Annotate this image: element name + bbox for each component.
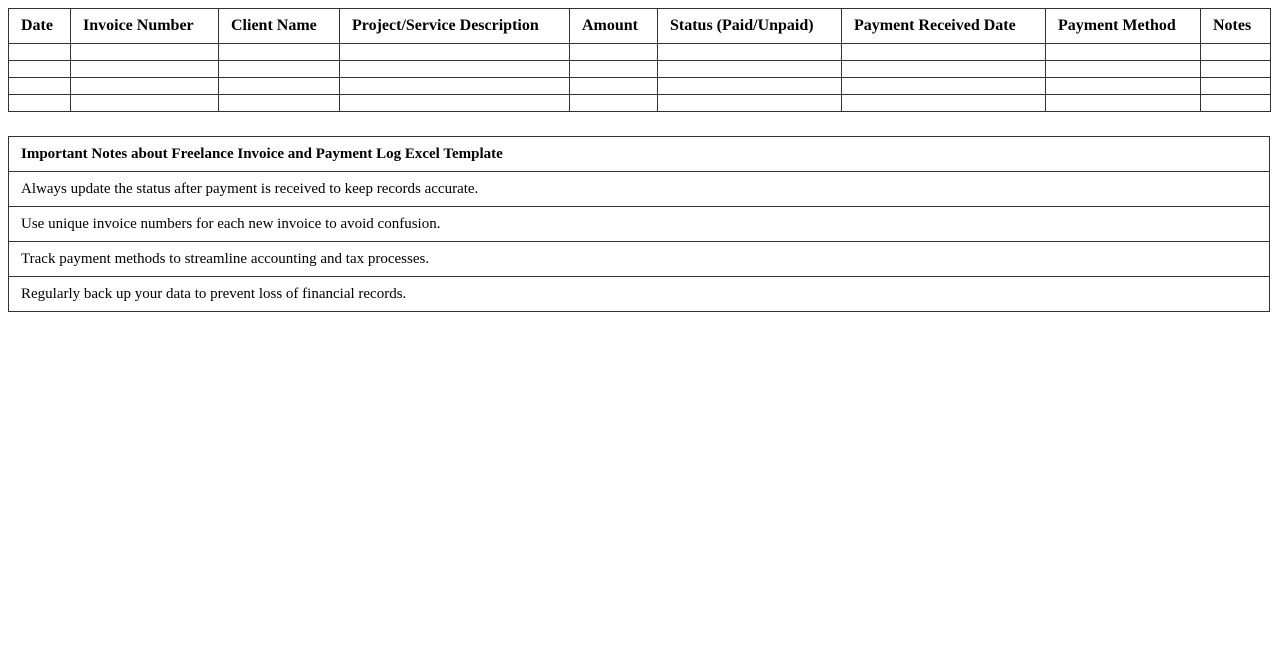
- table-cell[interactable]: [842, 44, 1046, 61]
- table-cell[interactable]: [570, 61, 658, 78]
- table-cell[interactable]: [219, 78, 340, 95]
- table-cell[interactable]: [9, 95, 71, 112]
- table-cell[interactable]: [71, 44, 219, 61]
- column-header-amount: Amount: [570, 9, 658, 44]
- column-header-payment-method: Payment Method: [1046, 9, 1201, 44]
- table-cell[interactable]: [842, 78, 1046, 95]
- note-item: Track payment methods to streamline accounting and tax processes.: [9, 242, 1270, 277]
- table-cell[interactable]: [658, 78, 842, 95]
- table-cell[interactable]: [219, 44, 340, 61]
- note-row: [9, 277, 1270, 312]
- table-cell[interactable]: [9, 78, 71, 95]
- table-cell[interactable]: [71, 78, 219, 95]
- column-header-notes: Notes: [1201, 9, 1271, 44]
- table-cell[interactable]: [658, 61, 842, 78]
- table-cell[interactable]: [842, 61, 1046, 78]
- column-header-invoice-number: Invoice Number: [71, 9, 219, 44]
- table-cell[interactable]: [340, 44, 570, 61]
- table-cell[interactable]: [1046, 78, 1201, 95]
- table-cell[interactable]: [1201, 78, 1271, 95]
- table-cell[interactable]: [570, 78, 658, 95]
- table-cell[interactable]: [842, 95, 1046, 112]
- table-cell[interactable]: [658, 44, 842, 61]
- table-row: [9, 95, 1271, 112]
- table-cell[interactable]: [9, 44, 71, 61]
- note-item: Regularly back up your data to prevent loss of financial records.: [9, 277, 1270, 312]
- note-item: Use unique invoice numbers for each new invoice to avoid confusion.: [9, 207, 1270, 242]
- log-table-body: [9, 44, 1271, 112]
- table-cell[interactable]: [1046, 95, 1201, 112]
- table-cell[interactable]: [1201, 95, 1271, 112]
- table-cell[interactable]: [1046, 61, 1201, 78]
- column-header-status: Status (Paid/Unpaid): [658, 9, 842, 44]
- column-header-payment-received-date: Payment Received Date: [842, 9, 1046, 44]
- note-item: Always update the status after payment is received to keep records accurate.: [9, 172, 1270, 207]
- table-cell[interactable]: [1201, 61, 1271, 78]
- table-cell[interactable]: [340, 61, 570, 78]
- note-row: [9, 207, 1270, 242]
- table-cell[interactable]: [9, 61, 71, 78]
- important-notes-table: [8, 136, 1270, 312]
- table-cell[interactable]: [658, 95, 842, 112]
- table-cell[interactable]: [570, 95, 658, 112]
- column-header-client-name: Client Name: [219, 9, 340, 44]
- note-row: [9, 172, 1270, 207]
- table-cell[interactable]: [71, 95, 219, 112]
- table-cell[interactable]: [1201, 44, 1271, 61]
- notes-heading-row: [9, 137, 1270, 172]
- table-row: [9, 61, 1271, 78]
- table-row: [9, 44, 1271, 61]
- table-cell[interactable]: [1046, 44, 1201, 61]
- table-row: [9, 78, 1271, 95]
- invoice-log-table: [8, 8, 1271, 112]
- header-row: [9, 9, 1271, 44]
- column-header-description: Project/Service Description: [340, 9, 570, 44]
- column-header-date: Date: [9, 9, 71, 44]
- table-cell[interactable]: [219, 61, 340, 78]
- table-cell[interactable]: [570, 44, 658, 61]
- table-cell[interactable]: [340, 95, 570, 112]
- table-cell[interactable]: [71, 61, 219, 78]
- notes-heading: Important Notes about Freelance Invoice and Payment Log Excel Template: [9, 137, 1270, 172]
- table-cell[interactable]: [219, 95, 340, 112]
- table-cell[interactable]: [340, 78, 570, 95]
- note-row: [9, 242, 1270, 277]
